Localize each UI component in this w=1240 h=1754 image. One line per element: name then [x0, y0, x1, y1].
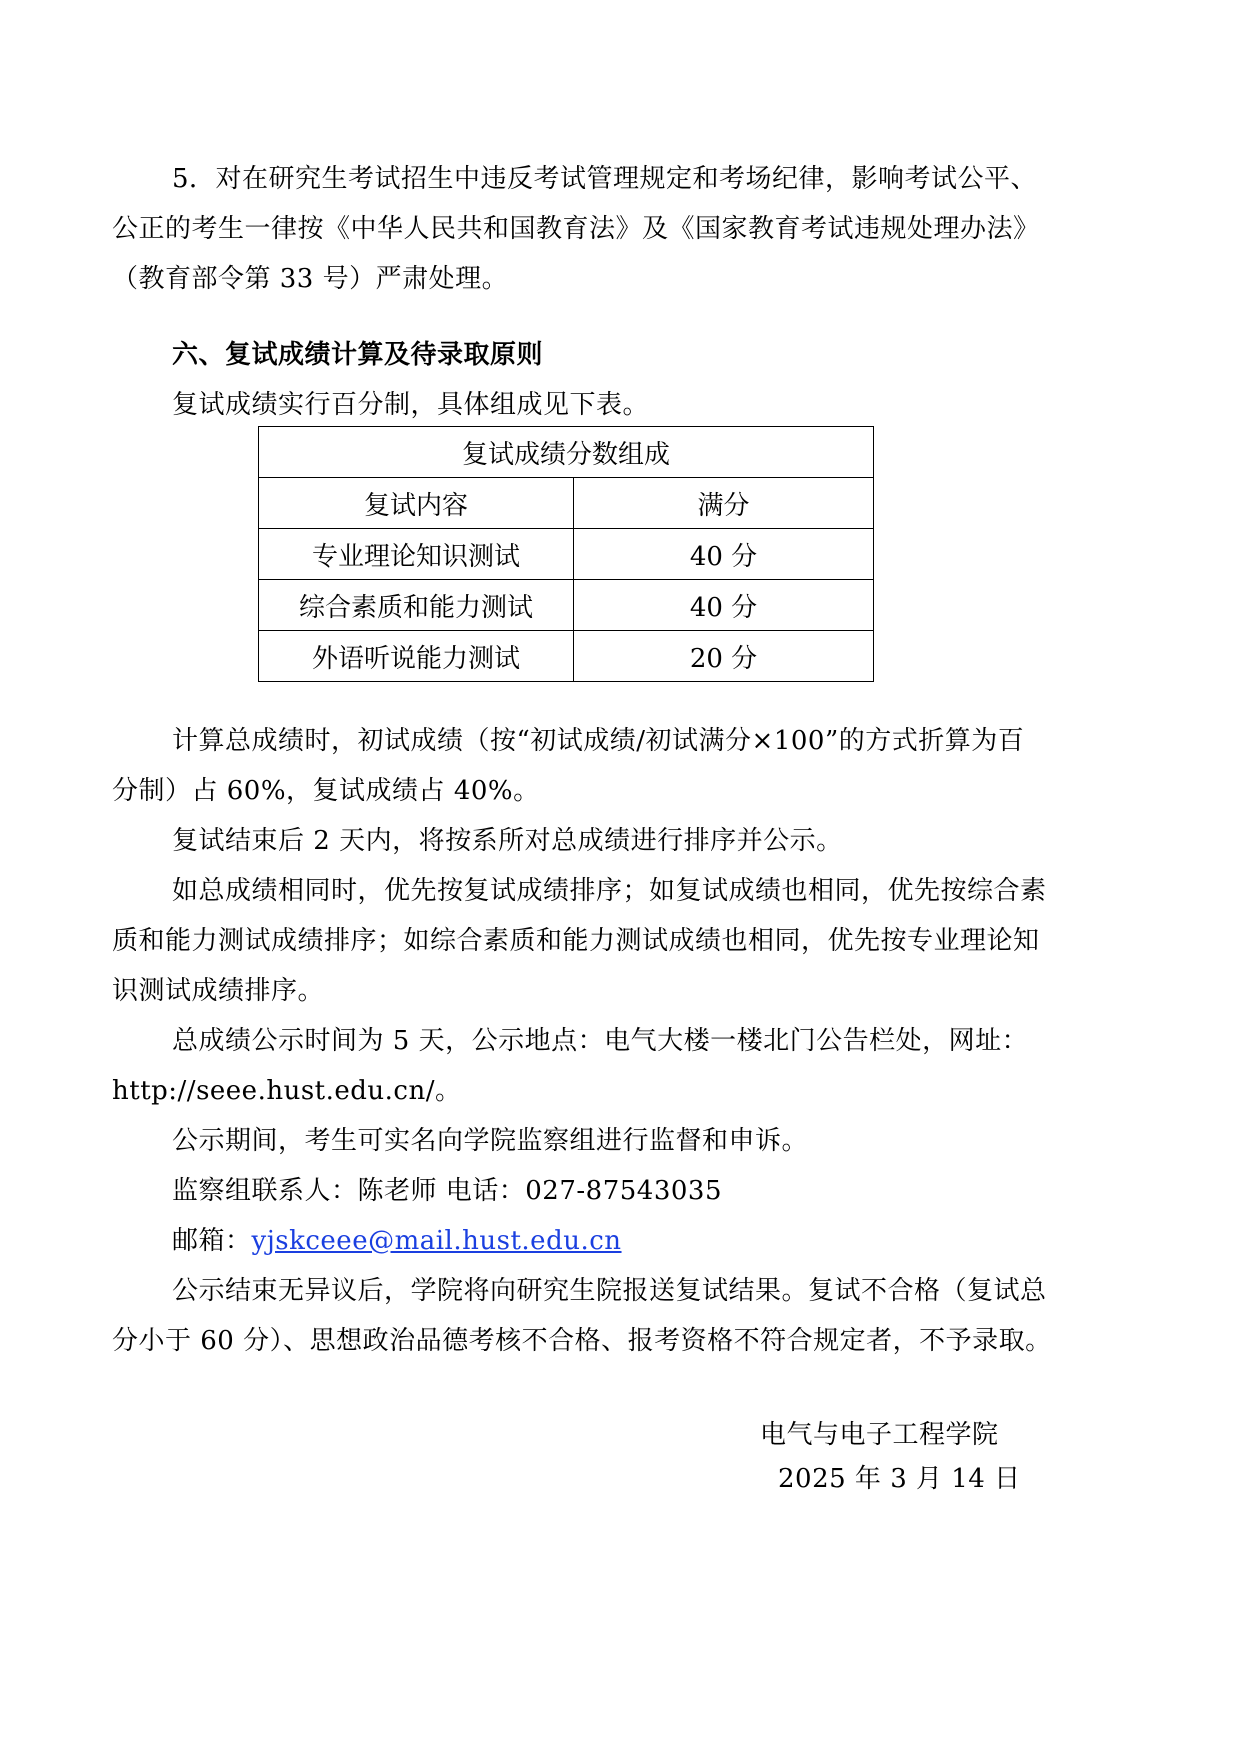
row-score: 40 分 — [574, 580, 874, 631]
contact-line: 监察组联系人：陈老师 电话：027-87543035 — [172, 1176, 723, 1206]
signature-date: 2025 年 3 月 14 日 — [778, 1464, 1021, 1494]
row-item: 专业理论知识测试 — [259, 529, 574, 580]
table-header-row — [259, 478, 874, 529]
score-composition-table — [258, 426, 874, 682]
header-full-score: 满分 — [574, 478, 874, 529]
final-line-1: 公示结束无异议后，学院将向研究生院报送复试结果。复试不合格（复试总 — [172, 1276, 1047, 1306]
row-item: 综合素质和能力测试 — [259, 580, 574, 631]
final-line-2: 分小于 60 分）、思想政治品德考核不合格、报考资格不符合规定者，不予录取。 — [112, 1326, 1052, 1356]
header-content: 复试内容 — [259, 478, 574, 529]
item5-line-1: 5．对在研究生考试招生中违反考试管理规定和考场纪律，影响考试公平、 — [172, 164, 1038, 194]
publicity-line-1: 总成绩公示时间为 5 天，公示地点：电气大楼一楼北门公告栏处，网址： — [172, 1026, 1029, 1056]
tie-line-2: 质和能力测试成绩排序；如综合素质和能力测试成绩也相同，优先按专业理论知 — [112, 926, 1040, 956]
table-title: 复试成绩分数组成 — [259, 427, 874, 478]
row-score: 20 分 — [574, 631, 874, 682]
table-row — [259, 631, 874, 682]
section-heading: 六、复试成绩计算及待录取原则 — [172, 340, 544, 370]
calc-line-1: 计算总成绩时，初试成绩（按“初试成绩/初试满分×100”的方式折算为百 — [172, 726, 1025, 756]
item5-line-3: （教育部令第 33 号）严肃处理。 — [112, 264, 509, 294]
email-line — [172, 1224, 1202, 1258]
signature-org: 电气与电子工程学院 — [760, 1420, 999, 1450]
sort-line: 复试结束后 2 天内，将按系所对总成绩进行排序并公示。 — [172, 826, 843, 856]
appeal-line: 公示期间，考生可实名向学院监察组进行监督和申诉。 — [172, 1126, 809, 1156]
publicity-line-2: http://seee.hust.edu.cn/。 — [112, 1076, 462, 1106]
calc-line-2: 分制）占 60%，复试成绩占 40%。 — [112, 776, 540, 806]
tie-line-1: 如总成绩相同时，优先按复试成绩排序；如复试成绩也相同，优先按综合素 — [172, 876, 1047, 906]
table-title-row — [259, 427, 874, 478]
email-label: 邮箱： — [172, 1226, 252, 1256]
email-link[interactable]: yjskceee@mail.hust.edu.cn — [251, 1226, 622, 1256]
tie-line-3: 识测试成绩排序。 — [112, 976, 325, 1006]
item5-line-2: 公正的考生一律按《中华人民共和国教育法》及《国家教育考试违规处理办法》 — [112, 214, 1040, 244]
row-score: 40 分 — [574, 529, 874, 580]
table-row — [259, 580, 874, 631]
table-intro: 复试成绩实行百分制，具体组成见下表。 — [172, 390, 650, 420]
table-row — [259, 529, 874, 580]
row-item: 外语听说能力测试 — [259, 631, 574, 682]
